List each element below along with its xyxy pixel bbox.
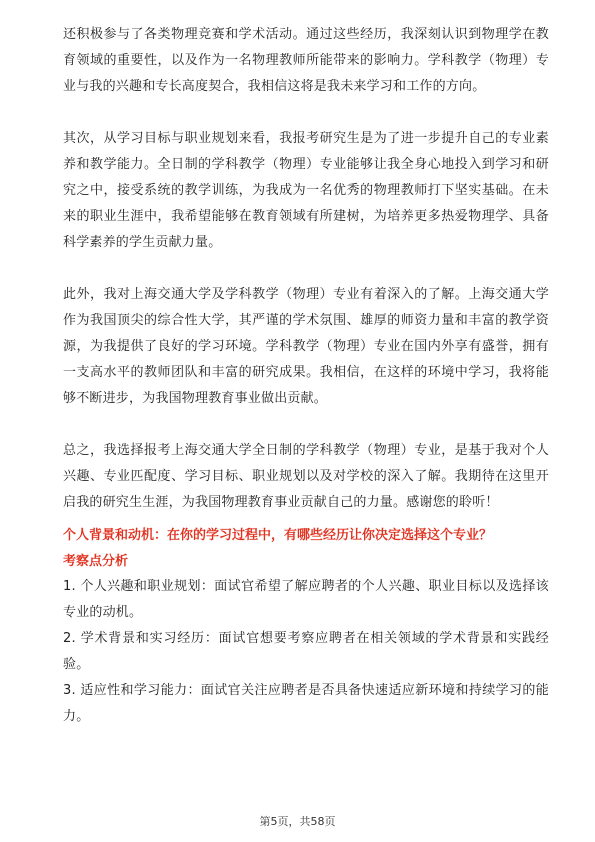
interview-question: 个人背景和动机：在你的学习过程中，有哪些经历让你决定选择这个专业？: [63, 528, 493, 543]
paragraph-gap: [63, 256, 549, 282]
page-number-footer: 第5页，共58页: [259, 815, 336, 828]
analysis-title: 考察点分析: [63, 554, 129, 569]
paragraph-3: 此外，我对上海交通大学及学科教学（物理）专业有着深入的了解。上海交通大学作为我国顶尖的综合性大学，其严谨的学术氛围、雄厚的师资力量和丰富的教学资源，为我提供了良好的学习环境。学科教学（物理）专业在国内外享有盛誉，拥有一支高水平的教师团队和丰富的研究成果。我相信，在这样的环境中学习，我将能够不断进步，为我国物理教育事业做出贡献。: [63, 287, 549, 406]
paragraph-gap: [63, 412, 549, 438]
analysis-item-2: 2. 学术背景和实习经历：面试官想要考察应聘者在相关领域的学术背景和实践经验。: [63, 631, 549, 672]
paragraph-2: 其次，从学习目标与职业规划来看，我报考研究生是为了进一步提升自己的专业素养和教学能力。全日制的学科教学（物理）专业能够让我全身心地投入到学习和研究之中，接受系统的教学训练，为我成为一名优秀的物理教师打下坚实基础。在未来的职业生涯中，我希望能够在教育领域有所建树，为培养更多热爱物理学、具备科学素养的学生贡献力量。: [63, 131, 549, 250]
paragraph-1: 还积极参与了各类物理竞赛和学术活动。通过这些经历，我深刻认识到物理学在教育领域的重要性，以及作为一名物理教师所能带来的影响力。学科教学（物理）专业与我的兴趣和专长高度契合，我相信这将是我未来学习和工作的方向。: [63, 27, 549, 94]
paragraph-4: 总之，我选择报考上海交通大学全日制的学科教学（物理）专业，是基于我对个人兴趣、专业匹配度、学习目标、职业规划以及对学校的深入了解。我期待在这里开启我的研究生生涯，为我国物理教育事业贡献自己的力量。感谢您的聆听！: [63, 443, 549, 510]
analysis-item-3: 3. 适应性和学习能力：面试官关注应聘者是否具备快速适应新环境和持续学习的能力。: [63, 683, 549, 724]
analysis-item-1: 1. 个人兴趣和职业规划：面试官希望了解应聘者的个人兴趣、职业目标以及选择该专业的动机。: [63, 579, 549, 620]
paragraph-gap: [63, 100, 549, 126]
page-content: [63, 22, 549, 730]
